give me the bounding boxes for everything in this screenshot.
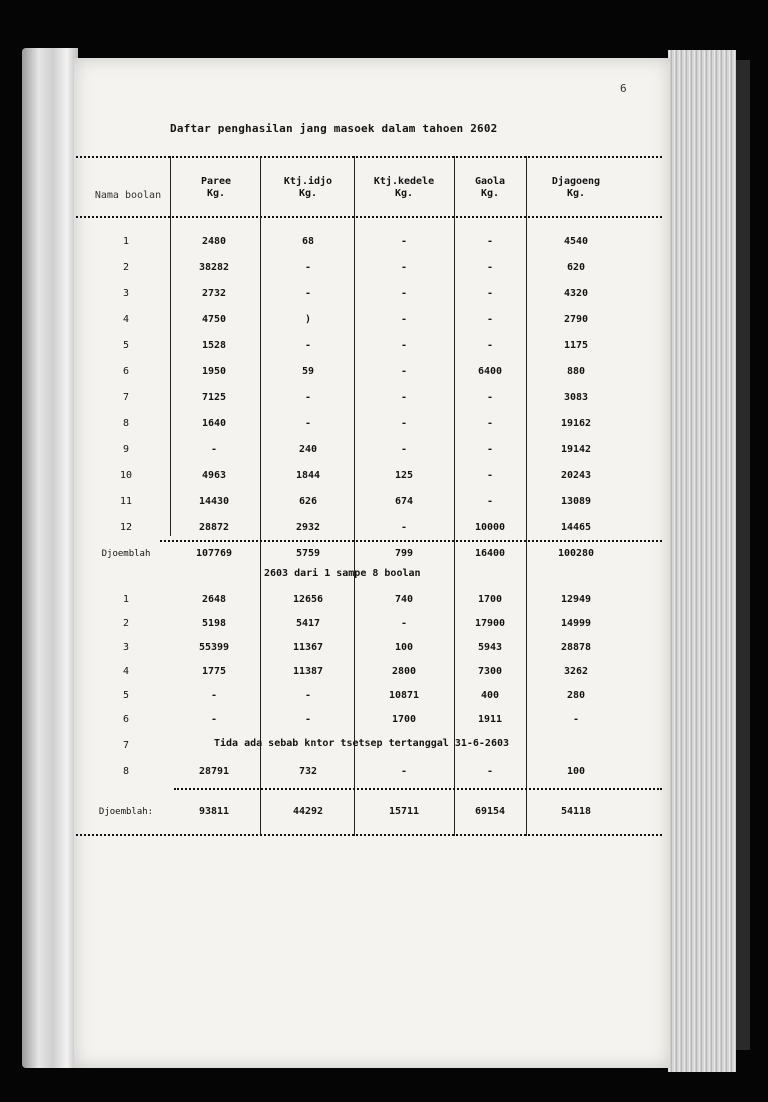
table-row: 8 1640 - - - 19162 [122, 418, 592, 429]
table-row: 12 28872 2932 - 10000 14465 [119, 522, 592, 533]
total-rule-2603-top [174, 788, 662, 790]
table-row: 6 1950 59 - 6400 880 [122, 366, 586, 377]
total-row-2603: Djoemblah: 93811 44292 15711 69154 54118 [98, 806, 592, 817]
book-binding [22, 48, 78, 1068]
table-row: 5 1528 - - - 1175 [122, 340, 589, 351]
header-top-rule [76, 156, 662, 158]
table-row: 9 - 240 - - 19142 [122, 444, 592, 455]
table-row: 2 38282 - - - 620 [122, 262, 586, 273]
table-row: 6 - - 1700 1911 - [122, 714, 580, 725]
header-ktj-kedele: Ktj.kedele Kg. [373, 176, 435, 199]
table-row: 5 - - 10871 400 280 [122, 690, 586, 701]
document-page [74, 58, 670, 1068]
row-7-note: Tida ada sebab kntor tsetsep tertanggal 31-6-2603 [214, 738, 510, 749]
header-ktj-idjo: Ktj.idjo Kg. [283, 176, 333, 199]
total-row-2602: Djoemblah 107769 5759 799 16400 100280 [101, 548, 595, 559]
table-bottom-rule [76, 834, 662, 836]
table-row: 1 2480 68 - - 4540 [122, 236, 589, 247]
table-row: 10 4963 1844 125 - 20243 [119, 470, 592, 481]
table-row: 2 5198 5417 - 17900 14999 [122, 618, 592, 629]
header-nama-boolan: Nama boolan [94, 190, 162, 201]
book-cover-edge [736, 60, 750, 1050]
table-row: 8 28791 732 - - 100 [122, 766, 586, 777]
table-row: 7 7125 - - - 3083 [122, 392, 589, 403]
page-number: 6 [620, 82, 627, 95]
table-row: 4 1775 11387 2800 7300 3262 [122, 666, 589, 677]
table-row: 4 4750 ) - - 2790 [122, 314, 589, 325]
table-row: 1 2648 12656 740 1700 12949 [122, 594, 592, 605]
header-paree: Paree Kg. [200, 176, 232, 199]
table-row-note: 7 [122, 740, 130, 751]
table-title: Daftar penghasilan jang masoek dalam tahoen 2602 [170, 122, 498, 135]
table-row: 11 14430 626 674 - 13089 [119, 496, 592, 507]
table-row: 3 2732 - - - 4320 [122, 288, 589, 299]
section-subheading-2603: 2603 dari 1 sampe 8 boolan [264, 568, 421, 579]
header-bottom-rule [76, 216, 662, 218]
table-row: 3 55399 11367 100 5943 28878 [122, 642, 592, 653]
page-edges [668, 50, 736, 1072]
header-djagoeng: Djagoeng Kg. [551, 176, 601, 199]
header-gaola: Gaola Kg. [474, 176, 506, 199]
